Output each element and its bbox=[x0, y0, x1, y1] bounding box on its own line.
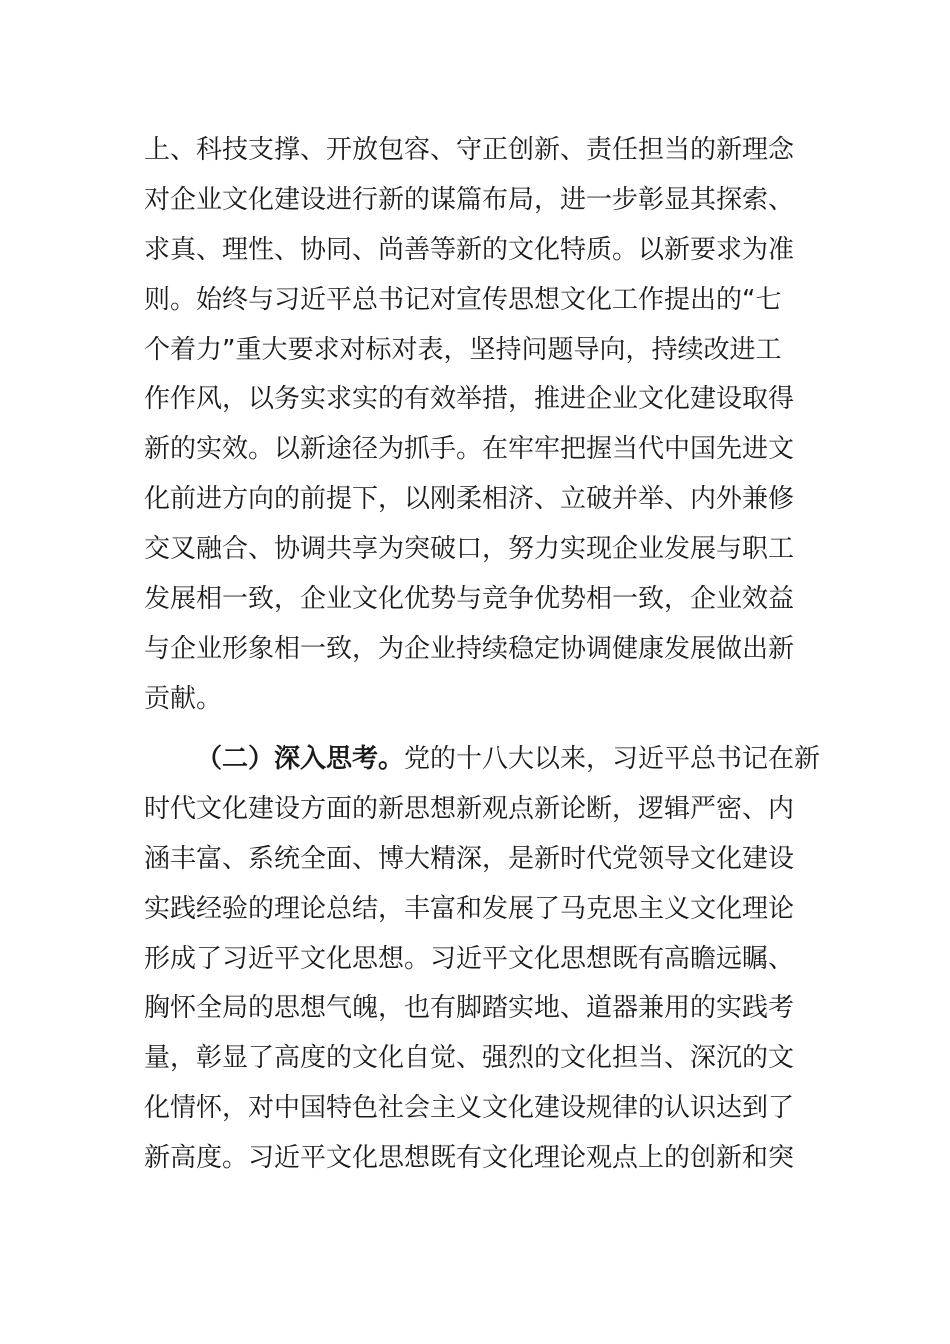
paragraph-deep-thinking bbox=[144, 735, 821, 1184]
paragraph-first-line bbox=[144, 735, 821, 785]
text-line: 求真、理性、协同、尚善等新的文化特质。以新要求为准 bbox=[144, 234, 795, 265]
text-line: 实践经验的理论总结，丰富和发展了马克思主义文化理论 bbox=[144, 893, 795, 924]
text-line: 量，彰显了高度的文化自觉、强烈的文化担当、深沉的文 bbox=[144, 1043, 795, 1074]
text-run: 党的十八大以来，习近平总书记在新 bbox=[404, 744, 821, 774]
text-line: 发展相一致，企业文化优势与竞争优势相一致，企业效益 bbox=[144, 584, 795, 615]
text-line: 形成了习近平文化思想。习近平文化思想既有高瞻远瞩、 bbox=[144, 943, 795, 974]
text-line: 对企业文化建设进行新的谋篇布局，进一步彰显其探索、 bbox=[144, 184, 795, 215]
text-line: 贡献。 bbox=[144, 683, 223, 714]
text-line: 新的实效。以新途径为抓手。在牢牢把握当代中国先进文 bbox=[144, 434, 795, 465]
text-line: 与企业形象相一致，为企业持续稳定协调健康发展做出新 bbox=[144, 633, 795, 664]
text-line: 交叉融合、协调共享为突破口，努力实现企业发展与职工 bbox=[144, 534, 795, 565]
text-line: 涵丰富、系统全面、博大精深，是新时代党领导文化建设 bbox=[144, 843, 795, 874]
text-line: 化情怀，对中国特色社会主义文化建设规律的认识达到了 bbox=[144, 1093, 795, 1124]
text-line: 新高度。习近平文化思想既有文化理论观点上的创新和突 bbox=[144, 1143, 795, 1174]
text-line: 胸怀全局的思想气魄，也有脚踏实地、道器兼用的实践考 bbox=[144, 993, 795, 1024]
text-line: 个着力”重大要求对标对表，坚持问题导向，持续改进工 bbox=[144, 334, 782, 365]
section-heading: （二）深入思考。 bbox=[196, 744, 405, 774]
text-line: 化前进方向的前提下，以刚柔相济、立破并举、内外兼修 bbox=[144, 484, 795, 515]
text-line: 时代文化建设方面的新思想新观点新论断，逻辑严密、内 bbox=[144, 793, 795, 824]
text-line: 作作风，以务实求实的有效举措，推进企业文化建设取得 bbox=[144, 384, 795, 415]
text-line: 上、科技支撑、开放包容、守正创新、责任担当的新理念 bbox=[144, 135, 795, 165]
text-line: 则。始终与习近平总书记对宣传思想文化工作提出的“七 bbox=[144, 284, 782, 315]
paragraph-continuation bbox=[144, 126, 809, 725]
